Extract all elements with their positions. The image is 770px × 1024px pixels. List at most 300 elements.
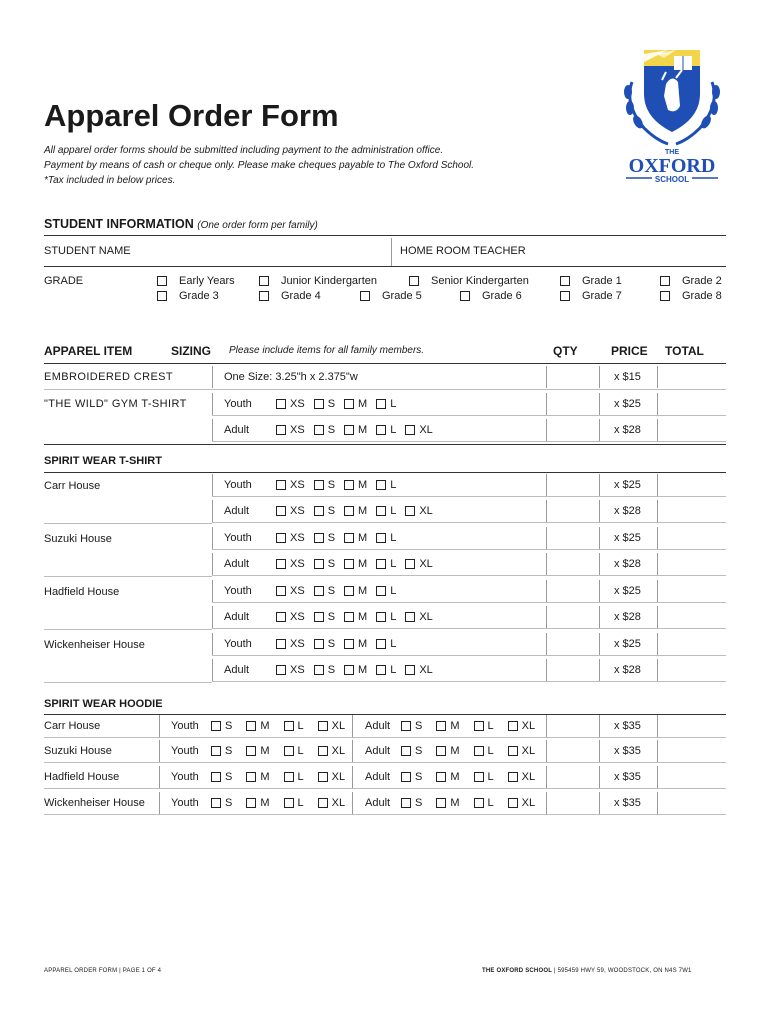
- checkbox[interactable]: [246, 746, 256, 756]
- house-name: Carr House: [44, 480, 101, 492]
- checkbox[interactable]: [376, 639, 386, 649]
- size-label: S: [225, 745, 233, 757]
- size-option-xl[interactable]: [405, 611, 432, 623]
- size-label: L: [390, 611, 397, 623]
- size-label: M: [260, 771, 270, 783]
- size-option-m[interactable]: [436, 771, 459, 783]
- size-option-l[interactable]: [376, 532, 396, 544]
- checkbox[interactable]: [436, 772, 446, 782]
- size-option-m[interactable]: [344, 585, 367, 597]
- size-label: L: [390, 398, 397, 410]
- size-option-xl[interactable]: [405, 558, 432, 570]
- price: x $25: [614, 532, 641, 544]
- size-group-label: Youth: [224, 479, 252, 491]
- size-option-xl[interactable]: [405, 424, 432, 436]
- checkbox[interactable]: [344, 533, 354, 543]
- checkbox[interactable]: [405, 506, 415, 516]
- sizing-options: [224, 532, 405, 544]
- divider: [44, 762, 726, 763]
- size-option-m[interactable]: [246, 771, 269, 783]
- total-input[interactable]: [659, 716, 725, 736]
- size-label: S: [225, 797, 233, 809]
- divider: [212, 602, 726, 603]
- grade-senior-kindergarten[interactable]: Senior Kindergarten: [409, 275, 529, 287]
- checkbox[interactable]: [474, 721, 484, 731]
- checkbox[interactable]: [284, 798, 294, 808]
- size-label: XS: [290, 398, 305, 410]
- size-option-l[interactable]: [284, 745, 304, 757]
- qty-input[interactable]: [548, 394, 598, 414]
- checkbox[interactable]: [405, 612, 415, 622]
- qty-input[interactable]: [548, 607, 598, 627]
- intro-text: [44, 143, 474, 188]
- size-option-l[interactable]: [376, 398, 396, 410]
- checkbox[interactable]: [405, 559, 415, 569]
- intro-line: *Tax included in below prices.: [44, 175, 176, 186]
- checkbox[interactable]: [246, 721, 256, 731]
- divider: [657, 740, 658, 762]
- checkbox[interactable]: [508, 721, 518, 731]
- total-input[interactable]: [659, 367, 725, 387]
- checkbox[interactable]: [314, 399, 324, 409]
- checkbox[interactable]: [401, 798, 411, 808]
- divider: [546, 606, 547, 628]
- divider: [212, 474, 213, 496]
- size-option-s[interactable]: [314, 558, 335, 570]
- checkbox[interactable]: [401, 772, 411, 782]
- checkbox[interactable]: [405, 425, 415, 435]
- size-option-xs[interactable]: [276, 479, 305, 491]
- divider: [546, 553, 547, 575]
- checkbox[interactable]: [401, 746, 411, 756]
- total-input[interactable]: [659, 581, 725, 601]
- checkbox[interactable]: [474, 798, 484, 808]
- size-option-l[interactable]: [376, 505, 396, 517]
- divider: [599, 606, 600, 628]
- checkbox[interactable]: [344, 665, 354, 675]
- size-option-l[interactable]: [474, 745, 494, 757]
- grade-2[interactable]: Grade 2: [660, 275, 722, 287]
- checkbox[interactable]: [314, 612, 324, 622]
- divider: [657, 474, 658, 496]
- checkbox[interactable]: [284, 721, 294, 731]
- size-label: XS: [290, 424, 305, 436]
- checkbox[interactable]: [660, 291, 670, 301]
- size-label: XL: [521, 720, 536, 732]
- size-option-xs[interactable]: [276, 558, 305, 570]
- size-option-m[interactable]: [246, 745, 269, 757]
- total-input[interactable]: [659, 554, 725, 574]
- checkbox[interactable]: [376, 665, 386, 675]
- price: x $35: [614, 771, 641, 783]
- checkbox[interactable]: [376, 612, 386, 622]
- checkbox[interactable]: [211, 721, 221, 731]
- size-option-m[interactable]: [246, 797, 269, 809]
- price: x $35: [614, 720, 641, 732]
- size-option-l[interactable]: [284, 771, 304, 783]
- price: x $28: [614, 424, 641, 436]
- size-label: L: [487, 797, 494, 809]
- size-label: M: [358, 585, 368, 597]
- size-option-xl[interactable]: [508, 745, 535, 757]
- size-option-l[interactable]: [376, 479, 396, 491]
- checkbox[interactable]: [508, 798, 518, 808]
- divider: [44, 576, 212, 577]
- divider: [159, 740, 160, 762]
- checkbox[interactable]: [211, 746, 221, 756]
- checkbox[interactable]: [259, 276, 269, 286]
- hoodie-adult-options: [365, 797, 549, 809]
- total-input[interactable]: [659, 741, 725, 761]
- checkbox[interactable]: [344, 612, 354, 622]
- size-option-xs[interactable]: [276, 532, 305, 544]
- size-option-s[interactable]: [211, 797, 232, 809]
- size-group-label: Adult: [224, 611, 250, 623]
- qty-input[interactable]: [548, 501, 598, 521]
- size-option-s[interactable]: [314, 479, 335, 491]
- size-option-m[interactable]: [344, 398, 367, 410]
- size-option-xs[interactable]: [276, 638, 305, 650]
- checkbox[interactable]: [314, 559, 324, 569]
- house-name: Wickenheiser House: [44, 639, 145, 651]
- checkbox[interactable]: [276, 665, 286, 675]
- grade-junior-kindergarten[interactable]: Junior Kindergarten: [259, 275, 377, 287]
- total-input[interactable]: [659, 607, 725, 627]
- checkbox[interactable]: [344, 559, 354, 569]
- total-input[interactable]: [659, 660, 725, 680]
- size-label: XL: [419, 664, 433, 676]
- size-label: L: [390, 558, 397, 570]
- size-label: M: [358, 532, 368, 544]
- size-option-s[interactable]: [314, 638, 335, 650]
- hoodie-adult-options: [365, 720, 549, 732]
- checkbox[interactable]: [276, 533, 286, 543]
- hoodie-youth-options: [171, 797, 359, 809]
- checkbox[interactable]: [211, 798, 221, 808]
- checkbox[interactable]: [376, 425, 386, 435]
- checkbox[interactable]: [211, 772, 221, 782]
- size-label: M: [358, 558, 368, 570]
- divider: [44, 682, 212, 683]
- size-option-l[interactable]: [376, 638, 396, 650]
- checkbox[interactable]: [157, 291, 167, 301]
- divider: [657, 766, 658, 788]
- checkbox[interactable]: [376, 586, 386, 596]
- checkbox[interactable]: [376, 559, 386, 569]
- size-option-l[interactable]: [284, 720, 304, 732]
- student-name-field[interactable]: [138, 240, 384, 266]
- checkbox[interactable]: [344, 480, 354, 490]
- qty-input[interactable]: [548, 554, 598, 574]
- checkbox[interactable]: [276, 506, 286, 516]
- size-option-s[interactable]: [211, 720, 232, 732]
- divider: [44, 629, 212, 630]
- divider: [657, 527, 658, 549]
- size-option-m[interactable]: [246, 720, 269, 732]
- checkbox[interactable]: [276, 480, 286, 490]
- checkbox[interactable]: [660, 276, 670, 286]
- size-label: XL: [419, 424, 433, 436]
- grade-1[interactable]: Grade 1: [560, 275, 622, 287]
- size-option-l[interactable]: [376, 585, 396, 597]
- size-option-l[interactable]: [376, 664, 396, 676]
- size-option-s[interactable]: [314, 505, 335, 517]
- student-info-title: [44, 217, 318, 231]
- size-option-m[interactable]: [344, 479, 367, 491]
- checkbox[interactable]: [284, 746, 294, 756]
- logo-text-school: SCHOOL: [654, 175, 690, 184]
- size-option-xl[interactable]: [508, 797, 535, 809]
- grade-4[interactable]: Grade 4: [259, 290, 321, 302]
- checkbox[interactable]: [314, 533, 324, 543]
- checkbox[interactable]: [560, 291, 570, 301]
- size-option-m[interactable]: [344, 638, 367, 650]
- size-label: S: [415, 720, 423, 732]
- size-group-label: Adult: [224, 505, 250, 517]
- size-option-m[interactable]: [436, 720, 459, 732]
- size-option-s[interactable]: [401, 771, 422, 783]
- checkbox[interactable]: [276, 425, 286, 435]
- divider: [546, 419, 547, 441]
- total-input[interactable]: [659, 501, 725, 521]
- size-label: XS: [290, 638, 305, 650]
- total-input[interactable]: [659, 767, 725, 787]
- size-option-m[interactable]: [344, 424, 367, 436]
- qty-input[interactable]: [548, 581, 598, 601]
- checkbox[interactable]: [318, 798, 328, 808]
- divider: [212, 681, 726, 682]
- student-info-heading: STUDENT INFORMATION: [44, 217, 194, 231]
- size-option-m[interactable]: [344, 505, 367, 517]
- size-label: L: [487, 720, 494, 732]
- checkbox[interactable]: [314, 480, 324, 490]
- checkbox[interactable]: [157, 276, 167, 286]
- checkbox[interactable]: [436, 798, 446, 808]
- item-gym-tshirt: "THE WILD" GYM T-SHIRT: [44, 398, 187, 410]
- checkbox[interactable]: [344, 399, 354, 409]
- price: x $35: [614, 797, 641, 809]
- price: x $28: [614, 558, 641, 570]
- size-label: XS: [290, 664, 305, 676]
- checkbox[interactable]: [508, 772, 518, 782]
- size-group-label: Adult: [224, 558, 250, 570]
- qty-input[interactable]: [548, 660, 598, 680]
- size-option-xl[interactable]: [318, 797, 345, 809]
- sizing-options: [224, 585, 405, 597]
- size-option-l[interactable]: [376, 424, 396, 436]
- size-label: M: [358, 611, 368, 623]
- size-label: L: [390, 532, 397, 544]
- divider: [212, 659, 213, 681]
- size-label: M: [358, 424, 368, 436]
- qty-input[interactable]: [548, 793, 598, 813]
- grade-5[interactable]: Grade 5: [360, 290, 422, 302]
- divider: [44, 444, 726, 445]
- checkbox[interactable]: [344, 586, 354, 596]
- qty-input[interactable]: [548, 716, 598, 736]
- size-option-s[interactable]: [401, 797, 422, 809]
- checkbox[interactable]: [276, 639, 286, 649]
- sizing-options: [224, 398, 405, 410]
- checkbox[interactable]: [436, 746, 446, 756]
- size-option-xl[interactable]: [405, 505, 432, 517]
- price: x $35: [614, 745, 641, 757]
- checkbox[interactable]: [276, 586, 286, 596]
- size-option-s[interactable]: [314, 585, 335, 597]
- size-option-s[interactable]: [314, 398, 335, 410]
- checkbox[interactable]: [314, 665, 324, 675]
- grade-6[interactable]: Grade 6: [460, 290, 522, 302]
- size-option-s[interactable]: [401, 745, 422, 757]
- total-input[interactable]: [659, 634, 725, 654]
- size-option-xs[interactable]: [276, 424, 305, 436]
- size-option-l[interactable]: [474, 797, 494, 809]
- checkbox[interactable]: [409, 276, 419, 286]
- checkbox[interactable]: [460, 291, 470, 301]
- checkbox[interactable]: [376, 399, 386, 409]
- size-option-s[interactable]: [211, 745, 232, 757]
- grade-8[interactable]: Grade 8: [660, 290, 722, 302]
- size-option-s[interactable]: [314, 424, 335, 436]
- size-option-xs[interactable]: [276, 585, 305, 597]
- student-info-note: (One order form per family): [197, 220, 318, 231]
- checkbox[interactable]: [314, 425, 324, 435]
- size-option-m[interactable]: [436, 745, 459, 757]
- size-option-l[interactable]: [376, 611, 396, 623]
- divider: [657, 792, 658, 814]
- size-option-xl[interactable]: [318, 720, 345, 732]
- size-label: XL: [331, 797, 346, 809]
- divider: [546, 366, 547, 388]
- checkbox[interactable]: [246, 772, 256, 782]
- checkbox[interactable]: [314, 586, 324, 596]
- size-option-m[interactable]: [436, 797, 459, 809]
- checkbox[interactable]: [259, 291, 269, 301]
- size-option-s[interactable]: [314, 664, 335, 676]
- size-option-xl[interactable]: [318, 745, 345, 757]
- size-option-m[interactable]: [344, 611, 367, 623]
- checkbox[interactable]: [318, 721, 328, 731]
- homeroom-field[interactable]: [535, 240, 725, 266]
- size-option-xs[interactable]: [276, 664, 305, 676]
- checkbox[interactable]: [276, 559, 286, 569]
- checkbox[interactable]: [405, 665, 415, 675]
- size-option-xl[interactable]: [318, 771, 345, 783]
- checkbox[interactable]: [360, 291, 370, 301]
- divider: [212, 606, 213, 628]
- total-input[interactable]: [659, 420, 725, 440]
- divider: [212, 419, 213, 441]
- qty-input[interactable]: [548, 367, 598, 387]
- qty-input[interactable]: [548, 528, 598, 548]
- checkbox[interactable]: [276, 399, 286, 409]
- size-label: S: [327, 558, 336, 570]
- checkbox[interactable]: [376, 480, 386, 490]
- sizing-note: Please include items for all family members.: [229, 345, 425, 356]
- qty-input[interactable]: [548, 475, 598, 495]
- checkbox[interactable]: [560, 276, 570, 286]
- oxford-school-logo: [616, 44, 728, 190]
- size-label: M: [358, 398, 368, 410]
- size-option-m[interactable]: [344, 664, 367, 676]
- size-option-s[interactable]: [401, 720, 422, 732]
- size-option-s[interactable]: [314, 532, 335, 544]
- size-group-label: Adult: [224, 424, 250, 436]
- total-input[interactable]: [659, 394, 725, 414]
- checkbox[interactable]: [314, 506, 324, 516]
- checkbox[interactable]: [284, 772, 294, 782]
- checkbox[interactable]: [474, 772, 484, 782]
- grade-3[interactable]: Grade 3: [157, 290, 219, 302]
- size-option-s[interactable]: [211, 771, 232, 783]
- divider: [599, 500, 600, 522]
- size-label: XS: [290, 558, 305, 570]
- col-total: TOTAL: [665, 344, 704, 358]
- total-input[interactable]: [659, 475, 725, 495]
- divider: [546, 527, 547, 549]
- size-option-xs[interactable]: [276, 398, 305, 410]
- qty-input[interactable]: [548, 634, 598, 654]
- checkbox[interactable]: [376, 506, 386, 516]
- divider: [599, 580, 600, 602]
- size-label: M: [260, 797, 270, 809]
- grade-early-years[interactable]: Early Years: [157, 275, 235, 287]
- divider: [599, 553, 600, 575]
- divider: [212, 527, 213, 549]
- checkbox[interactable]: [314, 639, 324, 649]
- checkbox[interactable]: [376, 533, 386, 543]
- checkbox[interactable]: [474, 746, 484, 756]
- checkbox[interactable]: [344, 506, 354, 516]
- size-option-xs[interactable]: [276, 611, 305, 623]
- size-option-xl[interactable]: [508, 771, 535, 783]
- divider: [44, 235, 726, 236]
- qty-input[interactable]: [548, 741, 598, 761]
- checkbox[interactable]: [318, 772, 328, 782]
- size-option-m[interactable]: [344, 532, 367, 544]
- size-option-l[interactable]: [284, 797, 304, 809]
- total-input[interactable]: [659, 528, 725, 548]
- checkbox[interactable]: [436, 721, 446, 731]
- divider: [44, 389, 726, 390]
- qty-input[interactable]: [548, 420, 598, 440]
- checkbox[interactable]: [276, 612, 286, 622]
- divider: [44, 523, 212, 524]
- checkbox[interactable]: [318, 746, 328, 756]
- size-option-xl[interactable]: [508, 720, 535, 732]
- size-option-l[interactable]: [376, 558, 396, 570]
- checkbox[interactable]: [508, 746, 518, 756]
- size-label: S: [415, 797, 423, 809]
- checkbox[interactable]: [344, 425, 354, 435]
- checkbox[interactable]: [246, 798, 256, 808]
- divider: [546, 474, 547, 496]
- grade-7[interactable]: Grade 7: [560, 290, 622, 302]
- size-option-xl[interactable]: [405, 664, 432, 676]
- checkbox[interactable]: [401, 721, 411, 731]
- size-group-label: Adult: [365, 745, 391, 757]
- size-option-l[interactable]: [474, 771, 494, 783]
- size-option-m[interactable]: [344, 558, 367, 570]
- divider: [44, 714, 726, 715]
- size-option-xs[interactable]: [276, 505, 305, 517]
- size-option-l[interactable]: [474, 720, 494, 732]
- checkbox[interactable]: [344, 639, 354, 649]
- qty-input[interactable]: [548, 767, 598, 787]
- total-input[interactable]: [659, 793, 725, 813]
- size-option-s[interactable]: [314, 611, 335, 623]
- house-name: Hadfield House: [44, 586, 120, 598]
